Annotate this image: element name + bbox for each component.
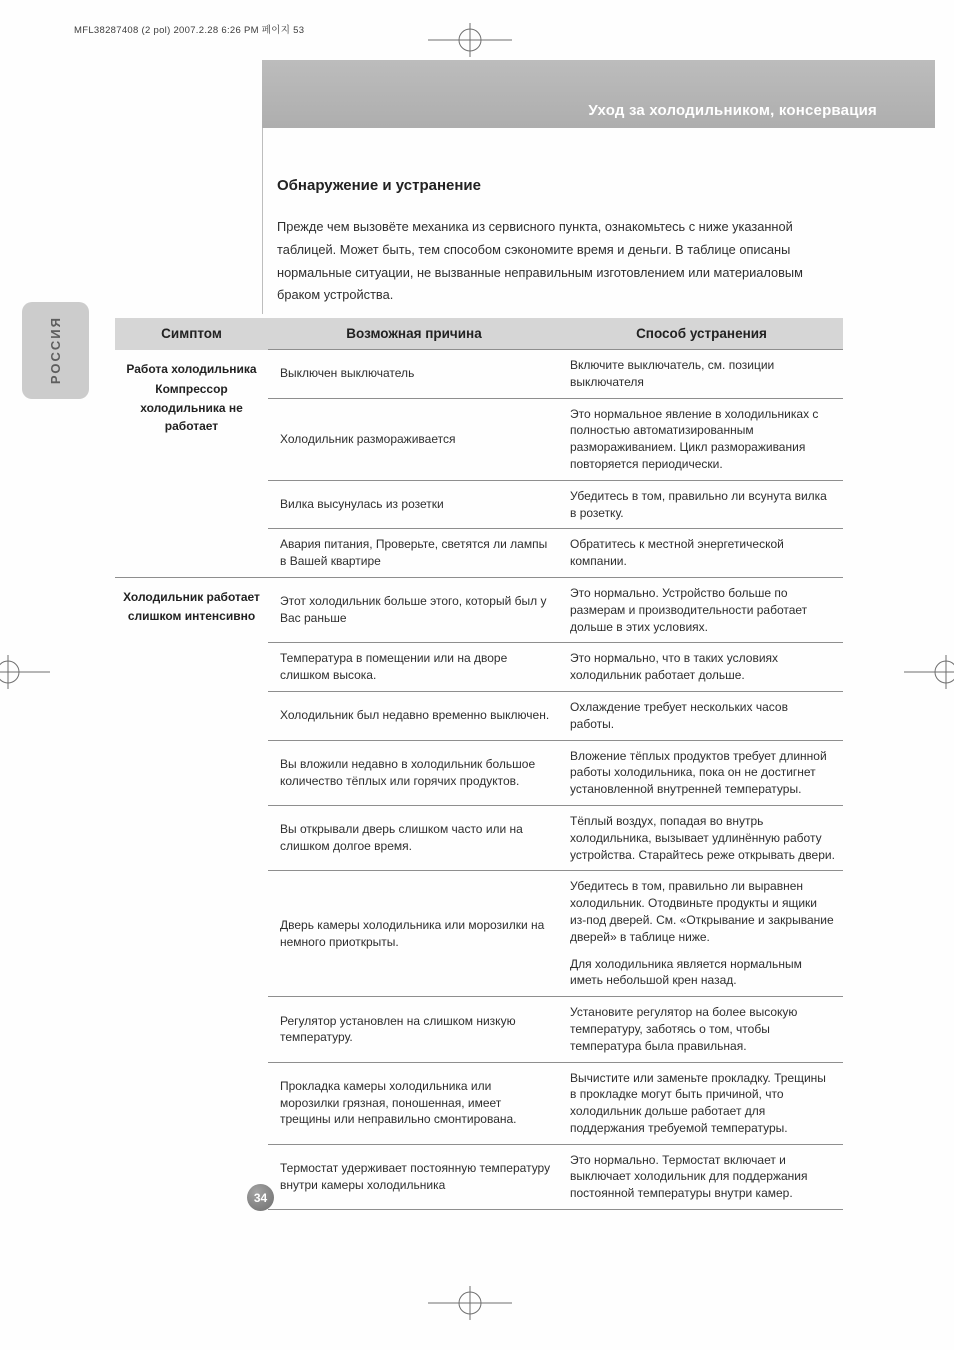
- cause-cell: Авария питания, Проверьте, светятся ли лампы в Вашей квартире: [268, 529, 560, 578]
- region-tab-label: РОССИЯ: [48, 316, 63, 385]
- region-tab: [22, 302, 89, 399]
- table-header-row: [115, 318, 843, 350]
- remedy-cell: Вычистите или заменьте прокладку. Трещины в прокладке могут быть причиной, что холодильник дольше работает для поддержания требуемой температуры.: [560, 1062, 843, 1144]
- table-header-cause: Возможная причина: [268, 318, 560, 350]
- cause-cell: Вы открывали дверь слишком часто или на слишком долгое время.: [268, 805, 560, 870]
- remedy-cell: Это нормально. Термостат включает и выключает холодильник для поддержания постоянной температуры внутри камер.: [560, 1144, 843, 1209]
- cause-cell: Прокладка камеры холодильника или морозилки грязная, поношенная, имеет трещины или неправильно смонтирована.: [268, 1062, 560, 1144]
- symptom-cell: [115, 577, 268, 1209]
- cause-cell: Температура в помещении или на дворе слишком высока.: [268, 643, 560, 692]
- cause-cell: Термостат удерживает постоянную температуру внутри камеры холодильника: [268, 1144, 560, 1209]
- page-header-title: Уход за холодильником, консервация: [588, 102, 877, 119]
- remedy-cell: Включите выключатель, см. позиции выключателя: [560, 350, 843, 399]
- remedy-cell: Это нормально, что в таких условиях холодильник работает дольше.: [560, 643, 843, 692]
- cause-cell: Регулятор установлен на слишком низкую температуру.: [268, 997, 560, 1062]
- remedy-cell: Вложение тёплых продуктов требует длинной работы холодильника, пока он не достигнет установленной внутренней температуры.: [560, 740, 843, 805]
- page-number-badge: [247, 1184, 274, 1211]
- cause-cell: Выключен выключатель: [268, 350, 560, 399]
- table-header-symptom: Симптом: [115, 318, 268, 350]
- symptom-text: Компрессор холодильника не работает: [140, 382, 243, 434]
- cause-cell: Вы вложили недавно в холодильник большое количество тёплых или горячих продуктов.: [268, 740, 560, 805]
- registration-mark-top: [428, 18, 512, 62]
- remedy-cell: Тёплый воздух, попадая во внутрь холодильника, вызывает удлинённую работу устройства. Старайтесь реже открывать двери.: [560, 805, 843, 870]
- section-intro: Прежде чем вызовёте механика из сервисного пункта, ознакомьтесь с ниже указанной таблицей. Может быть, тем способом сэкономите время и деньги. В таблице описаны нормальные ситуации, не вызванные неправильным изготовлением или материаловым браком устройства.: [277, 219, 803, 303]
- remedy-cell: Это нормальное явление в холодильниках с полностью автоматизированным размораживанием. Цикл размораживания повторяется периодически.: [560, 398, 843, 480]
- page-header-bar: [262, 60, 935, 128]
- remedy-cell: Охлаждение требует нескольких часов работы.: [560, 691, 843, 740]
- remedy-cell: Убедитесь в том, правильно ли всунута вилка в розетку.: [560, 480, 843, 529]
- symptom-text: Холодильник работает слишком интенсивно: [123, 589, 260, 623]
- cause-cell: Холодильник был недавно временно выключен.: [268, 691, 560, 740]
- registration-mark-left: [0, 650, 50, 694]
- symptom-title: Работа холодильника: [126, 361, 257, 376]
- registration-mark-bottom: [428, 1281, 512, 1325]
- remedy-cell: Обратитесь к местной энергетической компании.: [560, 529, 843, 578]
- cause-cell: Вилка высунулась из розетки: [268, 480, 560, 529]
- remedy-cell: Это нормально. Устройство больше по размерам и производительности работает дольше в этих условиях.: [560, 577, 843, 642]
- page-number: 34: [253, 1190, 268, 1205]
- remedy-cell: Установите регулятор на более высокую температуру, заботясь о том, чтобы температура была правильная.: [560, 997, 843, 1062]
- cause-cell: Дверь камеры холодильника или морозилки на немного приоткрыты.: [268, 871, 560, 997]
- cause-cell: Холодильник размораживается: [268, 398, 560, 480]
- table-row: [115, 350, 843, 399]
- table-row: [115, 577, 843, 642]
- print-info-text: MFL38287408 (2 pol) 2007.2.28 6:26 PM 페이지 53: [74, 25, 305, 36]
- table-header-remedy: Способ устранения: [560, 318, 843, 350]
- header-vertical-rule: [262, 128, 263, 314]
- symptom-cell: [115, 350, 268, 578]
- remedy-text: Убедитесь в том, правильно ли выравнен холодильник. Отодвиньте продукты и ящики из-под дверей. См. «Открывание и закрывание дверей» в таблице ниже.: [570, 879, 834, 944]
- troubleshooting-table: [115, 318, 843, 1210]
- section-title: Обнаружение и устранение: [277, 177, 481, 194]
- registration-mark-right: [904, 650, 954, 694]
- remedy-note: Для холодильника является нормальным иметь небольшой крен назад.: [570, 956, 802, 988]
- cause-cell: Этот холодильник больше этого, который был у Вас раньше: [268, 577, 560, 642]
- remedy-cell: [560, 871, 843, 997]
